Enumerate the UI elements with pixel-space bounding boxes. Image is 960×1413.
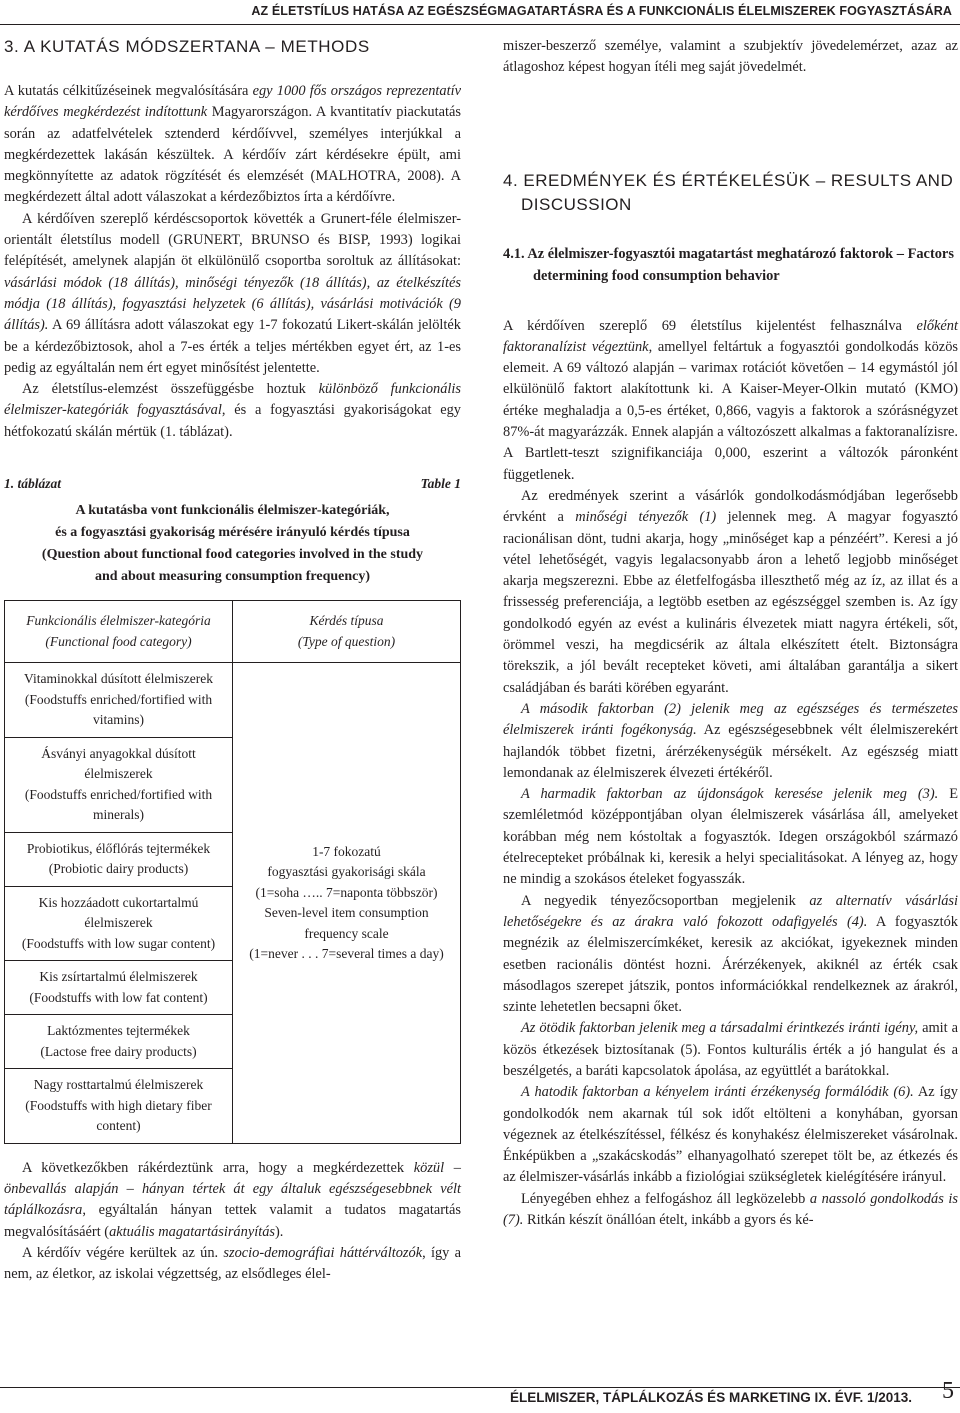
- text-run: A kérdőív végére kerültek az ún.: [22, 1245, 224, 1262]
- section-title-results: 4. EREDMÉNYEK ÉS ÉRTÉKELÉSÜK – RESULTS AND DISCUSSION: [503, 170, 954, 214]
- text-run-italic: A harmadik faktorban az újdonságok keresése jelenik meg (3).: [521, 786, 939, 803]
- text-run-italic: aktuális magatartásirányítás: [109, 1223, 275, 1240]
- text-run: A következőkben rákérdeztünk arra, hogy a megkérdezettek: [22, 1159, 414, 1176]
- paragraph-methods-2: [4, 209, 461, 379]
- paragraph-continued: miszer-beszerző személye, valamint a szubjektív jövedelemérzet, azaz az átlagoshoz képest hogyan ítéli meg saját jövedelmét.: [503, 38, 958, 76]
- table-caption-line: and about measuring consumption frequency): [94, 569, 371, 585]
- table-label-en: Table 1: [420, 476, 461, 492]
- table-cell-category: Nagy rosttartalmú élelmiszerek (Foodstuffs with high dietary fiber content): [5, 1069, 233, 1144]
- footer-text: ÉLELMISZER, TÁPLÁLKOZÁS ÉS MARKETING IX. ÉVF. 1/2013.: [509, 1390, 912, 1405]
- paragraph-results-1: [503, 316, 958, 486]
- text-run-italic: minőségi tényezők (1): [575, 509, 717, 526]
- right-column: [503, 36, 958, 1231]
- text-run: , és a fogyasztási gyakoriságokat egy hétfokozatú skálán mértük (1. táblázat).: [4, 402, 461, 440]
- text-run: A negyedik tényezőcsoportban megjelenik: [521, 892, 810, 909]
- text-run: A kérdőíven szereplő kérdéscsoportok követték a Grunert-féle élelmiszer-orientált életstílus modell (GRUNERT, BRUNSO és BISP, 1993) logikai felépítését, amelynek alapján öt elkülönülő csoportba soroltuk az állításokat:: [4, 210, 461, 270]
- table-cell-category: Kis hozzáadott cukortartalmú élelmiszerek (Foodstuffs with low sugar content): [5, 886, 233, 961]
- table-cell-category: Ásványi anyagokkal dúsított élelmiszerek (Foodstuffs enriched/fortified with minerals): [5, 737, 233, 832]
- paragraph-results-7: [503, 1082, 958, 1188]
- text-run-italic: A hatodik faktorban a kényelem iránti érzékenység formálódik (6).: [521, 1084, 914, 1101]
- text-run-italic: egy 1000 fős országos reprezentatív kérdőíves megkérdezést indítottunk: [4, 83, 462, 121]
- section-title-methods: 3. A KUTATÁS MÓDSZERTANA – METHODS: [4, 37, 370, 56]
- text-run-italic: A második faktorban (2) jelenik meg az egészséges és természetes élelmiszerek iránti fogékonyság.: [503, 700, 958, 739]
- table-label-hu: 1. táblázat: [4, 476, 62, 492]
- text-run: Magyarországon. A kvantitatív piackutatás során az adatfelvételek sztenderd kérdőívvel, személyes interjúkkal a megkérdezettek lakásán készültek. A kérdőív zárt kérdésekre épült, ami megkönnyítette az adatok rögzítését és elemzését (MALHOTRA, 2008). A megkérdezett által adott válaszokat a kérdezőbiztos írta a kérdőívre.: [4, 104, 461, 206]
- left-column: [4, 36, 461, 1286]
- text-run: Az egészségesebbnek vélt élelmiszerekért hajlandók többet fizetni, árérzékenységük mérsékelt. Az egészség miatt lemondanak az élelmiszerek élvezeti értékéről.: [503, 722, 958, 781]
- paragraph-results-5: [503, 891, 958, 1019]
- paragraph-results-8: [503, 1189, 958, 1232]
- paragraph-methods-5: [4, 1243, 461, 1286]
- header-rule: [0, 24, 960, 25]
- header-text: Kérdés típusa: [309, 613, 384, 629]
- header-text: (Functional food category): [45, 633, 192, 649]
- paragraph-results-2: [503, 486, 958, 699]
- table-label: [4, 473, 461, 494]
- text-run: , egyáltalán hányan tettek valamit a tudatos magatartás megvalósításáért (: [4, 1202, 461, 1240]
- table-cell-category: Vitaminokkal dúsított élelmiszerek (Foodstuffs enriched/fortified with vitamins): [5, 663, 233, 738]
- running-head: AZ ÉLETSTÍLUS HATÁSA AZ EGÉSZSÉGMAGATARTÁSRA ÉS A FUNKCIONÁLIS ÉLELMISZEREK FOGYASZTÁSÁRA: [251, 4, 952, 18]
- text-run-italic: vásárlási módok (18 állítás), minőségi tényezők (18 állítás), az ételkészítés módja (18 állítás), fogyasztási helyzetek (6 állítás), vásárlási motivációk (9 állítás).: [4, 274, 461, 334]
- paragraph-results-4: [503, 784, 958, 890]
- text-run-italic: Az ötödik faktorban jelenik meg a társadalmi érintkezés iránti igény,: [521, 1020, 919, 1037]
- table-cell-category: Kis zsírtartalmú élelmiszerek (Foodstuffs with low fat content): [5, 961, 233, 1015]
- table-food-categories: [4, 600, 461, 1144]
- journal-footer: [510, 1390, 952, 1405]
- table-caption-line: és a fogyasztási gyakoriság mérésére irányuló kérdés típusa: [55, 525, 410, 541]
- text-run: A 69 állításra adott válaszokat egy 1-7 fokozatú Likert-skálán jelölték be a kérdezőbiztosok, ahol a 7-es érték a teljes mértékben egyet ért, az 1-es pedig az egyáltalán nem ért egyet minősítést jelentette.: [4, 317, 461, 376]
- table-caption-line: A kutatásba vont funkcionális élelmiszer-kategóriák,: [75, 503, 390, 519]
- text-run: Az eredmények szerint a vásárlók gondolkodásmódjában legerősebb érvként a: [503, 487, 958, 526]
- table-caption: [4, 500, 461, 588]
- footer-rule: [0, 1387, 960, 1388]
- text-run-italic: az alternatív vásárlási lehetőségekre és az árakra való fokozott odafigyelés (4).: [503, 892, 958, 930]
- text-run-italic: előként faktoranalízist végeztünk: [503, 317, 958, 355]
- table-cell-category: Probiotikus, élőflórás tejtermékek (Probiotic dairy products): [5, 832, 233, 886]
- paragraph-results-6: [503, 1018, 958, 1082]
- text-run: Ritkán készít önállóan ételt, inkább a gyors és ké-: [523, 1212, 814, 1229]
- table-cell-category: Laktózmentes tejtermékek (Lactose free dairy products): [5, 1015, 233, 1069]
- page-number: 5: [942, 1378, 954, 1404]
- header-text: Funkcionális élelmiszer-kategória: [26, 613, 211, 629]
- text-run: jelennek meg. A magyar fogyasztó racionálisan dönt, tudni akarja, hogy „minőséget kap a pénzéért”. Keresi a jó vétel lehetőségét, vagyis legalacsonyabb áron a lehető legjobb minőséget akarja megszerezni. Ebbe az életfelfogásba illeszthető még az íz, az illat és a frissesség preferenciája, a legtöbb esetben az egészséggel szemben is. Az így gondolkodó egyén az evést a kulináris élvezetek miatt nagyra értékeli, sőt, örömmel veszi, ha megdicsérik az általa elkészített ételt. Biztonságra törekszik, a jól bevált recepteket követi, ami általában garantálja a sikert családjában és baráti körében egyaránt.: [503, 509, 958, 696]
- text-run-italic: közül – önbevallás alapján – hányan tértek át egy általuk egészségesebbnek vélt táplálkozásra: [4, 1159, 461, 1219]
- text-run: A kérdőíven szereplő 69 életstílus kijelentést felhasználva: [503, 317, 917, 334]
- paragraph-methods-1: [4, 81, 461, 209]
- paragraph-methods-3: [4, 379, 461, 443]
- text-run-italic: szocio-demográfiai háttérváltozók: [223, 1245, 423, 1262]
- header-text: (Type of question): [297, 633, 396, 649]
- text-run: , így a nem, az életkor, az iskolai végzettség, az elsődleges élel-: [4, 1245, 461, 1283]
- text-run-italic: a nassoló gondolkodás is (7).: [503, 1190, 958, 1229]
- table-caption-line: (Question about functional food categories involved in the study: [41, 547, 424, 563]
- text-run: amit a közös étkezések biztosítanak (5). Fontos kulturális érték a jó hangulat és a beszélgetés, a baráti kapcsolatok ápolása, az együttlét a barátokkal.: [503, 1020, 958, 1079]
- table-header-row: [5, 601, 461, 663]
- text-run: A kutatás célkitűzéseinek megvalósítására: [4, 83, 253, 99]
- text-run: E szemléletmód középpontjában olyan élelmiszerek vásárlása áll, amelyeket korábban még nem kóstoltak a fogyasztók. Idegen országokból származó ételrecepteket próbálnak ki, keresik a helyi specialitásokat. A lényeg az, hogy ne mindig a szokásos ételeket fogyasszák.: [503, 786, 958, 888]
- text-run: Lényegében ehhez a felfogáshoz áll legközelebb: [521, 1190, 810, 1207]
- table-row: [5, 663, 461, 738]
- text-run: Az életstílus-elemzést összefüggésbe hoztuk: [22, 381, 319, 398]
- paragraph-methods-4: [4, 1158, 461, 1243]
- table-header-category: [5, 601, 233, 663]
- table-cell-question: 1-7 fokozatú fogyasztási gyakorisági skála (1=soha ….. 7=naponta többször) Seven-level item consumption frequency scale (1=never . . . 7=several times a day): [233, 663, 461, 1144]
- text-run-italic: különböző funkcionális élelmiszer-kategóriák fogyasztásával: [4, 381, 461, 419]
- subsection-title-factors: 4.1. Az élelmiszer-fogyasztói magatartást meghatározó faktorok – Factors determining food consumption behavior: [503, 245, 954, 284]
- paragraph-results-3: [503, 699, 958, 784]
- text-run: , amellyel feltártuk a fogyasztói gondolkodás közös elemeit. A 69 változó alapján – varimax rotációt követően – 14 egymástól jól elkülönülő faktort alakítottunk ki. A Kaiser-Meyer-Olkin mutató (KMO) értéke meghaladja a 0,5-es értéket, 0,866, vagyis a faktorok a szórásnégyzet 87%-át magyarázzák. Ennek alapján a változószett alkalmas a faktoranalízisre. A Bartlett-teszt szignifikanciája 0,000, eszerint a változók páronként függetlenek.: [503, 338, 958, 483]
- text-run: Az így gondolkodók nem akarnak túl sok időt eltölteni a konyhában, gyorsan végeznek az ételkészítéssel, félkész és konyhakész élelmiszereket vásárolnak. Énképükben a „szakácskodás” elhanyagolható szerepet tölt be, az étkezés és az élelmiszer-vásárlás inkább a fiziológiai szükségletek kielégítésére irányul.: [503, 1084, 958, 1186]
- text-run: ).: [275, 1223, 284, 1240]
- text-run: A fogyasztók megnézik az élelmiszercímkéket, keresik az akciókat, igyekeznek minden esetben racionális döntést hozni. Árérzékenyek, akiknél az érték csak másodlagos szerepet játszik, pontos információkkal rendelkeznek az árakról, szinte lehetetlen becsapni őket.: [503, 913, 958, 1016]
- table-header-question: [233, 601, 461, 663]
